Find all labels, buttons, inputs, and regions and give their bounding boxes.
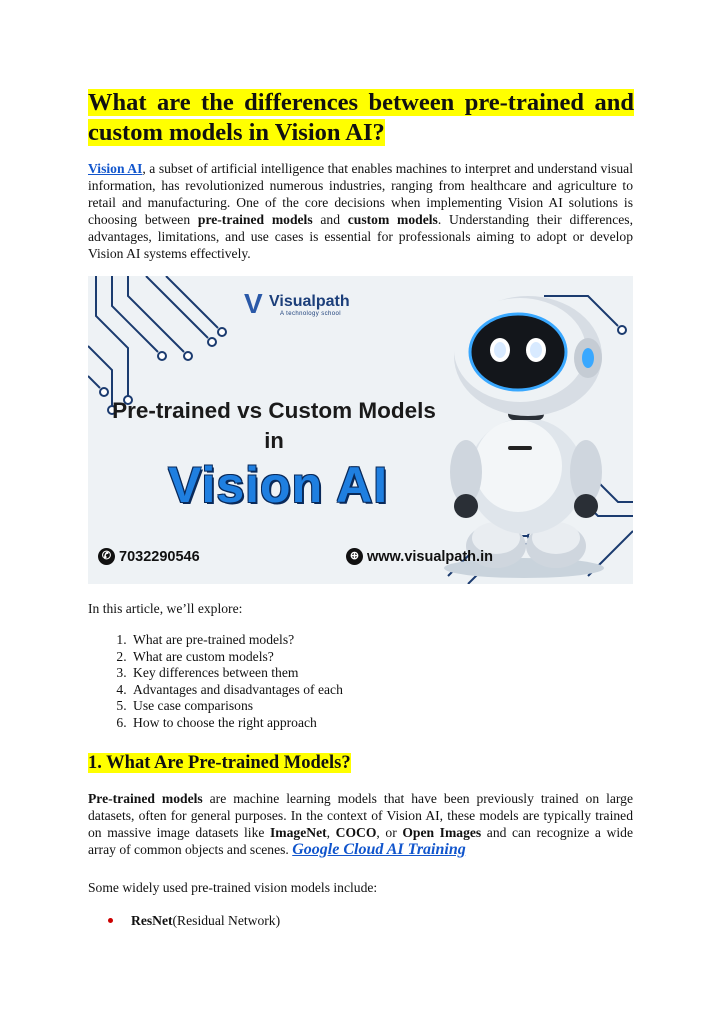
globe-icon: ⊕ [346,548,363,565]
table-of-contents [88,632,570,732]
circuit-node [158,352,166,360]
circuit-line [166,276,218,328]
intro-bold-custom: custom models [347,212,438,227]
circuit-node [100,388,108,396]
list-item [108,912,280,929]
para-text-2: and can recognize a wide array of common objects and scenes. [88,825,633,857]
circuit-node [618,326,626,334]
banner-website [346,548,493,565]
title-highlight: What are the differences between pre-trained and custom models in Vision AI? [88,89,634,146]
models-intro: Some widely used pre-trained vision models include: [88,880,378,895]
website-url: www.visualpath.in [367,548,493,565]
circuit-node [184,352,192,360]
toc-item: 6. How to choose the right approach [130,715,570,732]
sep-2: , or [376,825,403,840]
circuit-line [112,276,158,352]
sep-1: , [326,825,336,840]
vision-ai-link[interactable]: Vision AI [88,161,143,176]
para-text-1: are machine learning models that have been previously trained on large datasets, often for general purposes. In the context of Vision AI, these models are typically trained on massive image datasets like [88,791,633,840]
banner-image [88,276,633,584]
intro-text-1: , a subset of artificial intelligence that enables machines to interpret and understand visual information, has revolutionized numerous industries, ranging from healthcare and agriculture to retail and manufacturing. One of the core decisions when implementing Vision AI solutions is choosing between [88,161,633,227]
intro-bold-pretrained: pre-trained models [197,212,313,227]
banner-heading-line1: Pre-trained vs Custom Models [112,398,436,423]
google-cloud-ai-training-link[interactable]: Google Cloud AI Training [292,841,466,858]
intro-text-2: and [312,212,348,227]
banner-heading-vision-ai: Vision AI [168,457,389,513]
phone-icon: ✆ [98,548,115,565]
explore-label: In this article, we’ll explore: [88,601,243,616]
toc-item: 1. What are pre-trained models? [130,632,570,649]
circuit-node [208,338,216,346]
logo-tagline: A technology school [280,311,341,317]
circuit-line [88,376,100,388]
circuit-line [88,346,112,406]
pretrained-bold: Pre-trained models [88,791,203,806]
toc-item: 2. What are custom models? [130,649,570,666]
banner-heading-line2: in [264,428,284,453]
section1-heading [88,752,351,774]
section1-heading-text: 1. What Are Pre-trained Models? [88,753,351,773]
section1-paragraph [88,790,633,858]
phone-number: 7032290546 [119,548,200,565]
visualpath-logo-icon: V [244,288,263,319]
dataset-imagenet: ImageNet [270,825,327,840]
bullet-rest: (Residual Network) [172,913,281,928]
intro-paragraph [88,160,633,262]
toc-item: 3. Key differences between them [130,665,570,682]
circuit-line [146,276,208,338]
toc-item: 4. Advantages and disadvantages of each [130,682,570,699]
toc-item: 5. Use case comparisons [130,698,570,715]
page-title [88,88,634,148]
dataset-open-images: Open Images [402,825,482,840]
circuit-node [218,328,226,336]
banner-phone [98,548,200,565]
dataset-coco: COCO [335,825,377,840]
logo-name: Visualpath [269,293,350,310]
intro-text-3: . Understanding their differences, advantages, limitations, and use cases is essential for professionals aiming to adopt or develop Vision AI systems effectively. [88,212,633,261]
bullet-icon [108,918,113,923]
bullet-bold: ResNet [131,913,173,928]
